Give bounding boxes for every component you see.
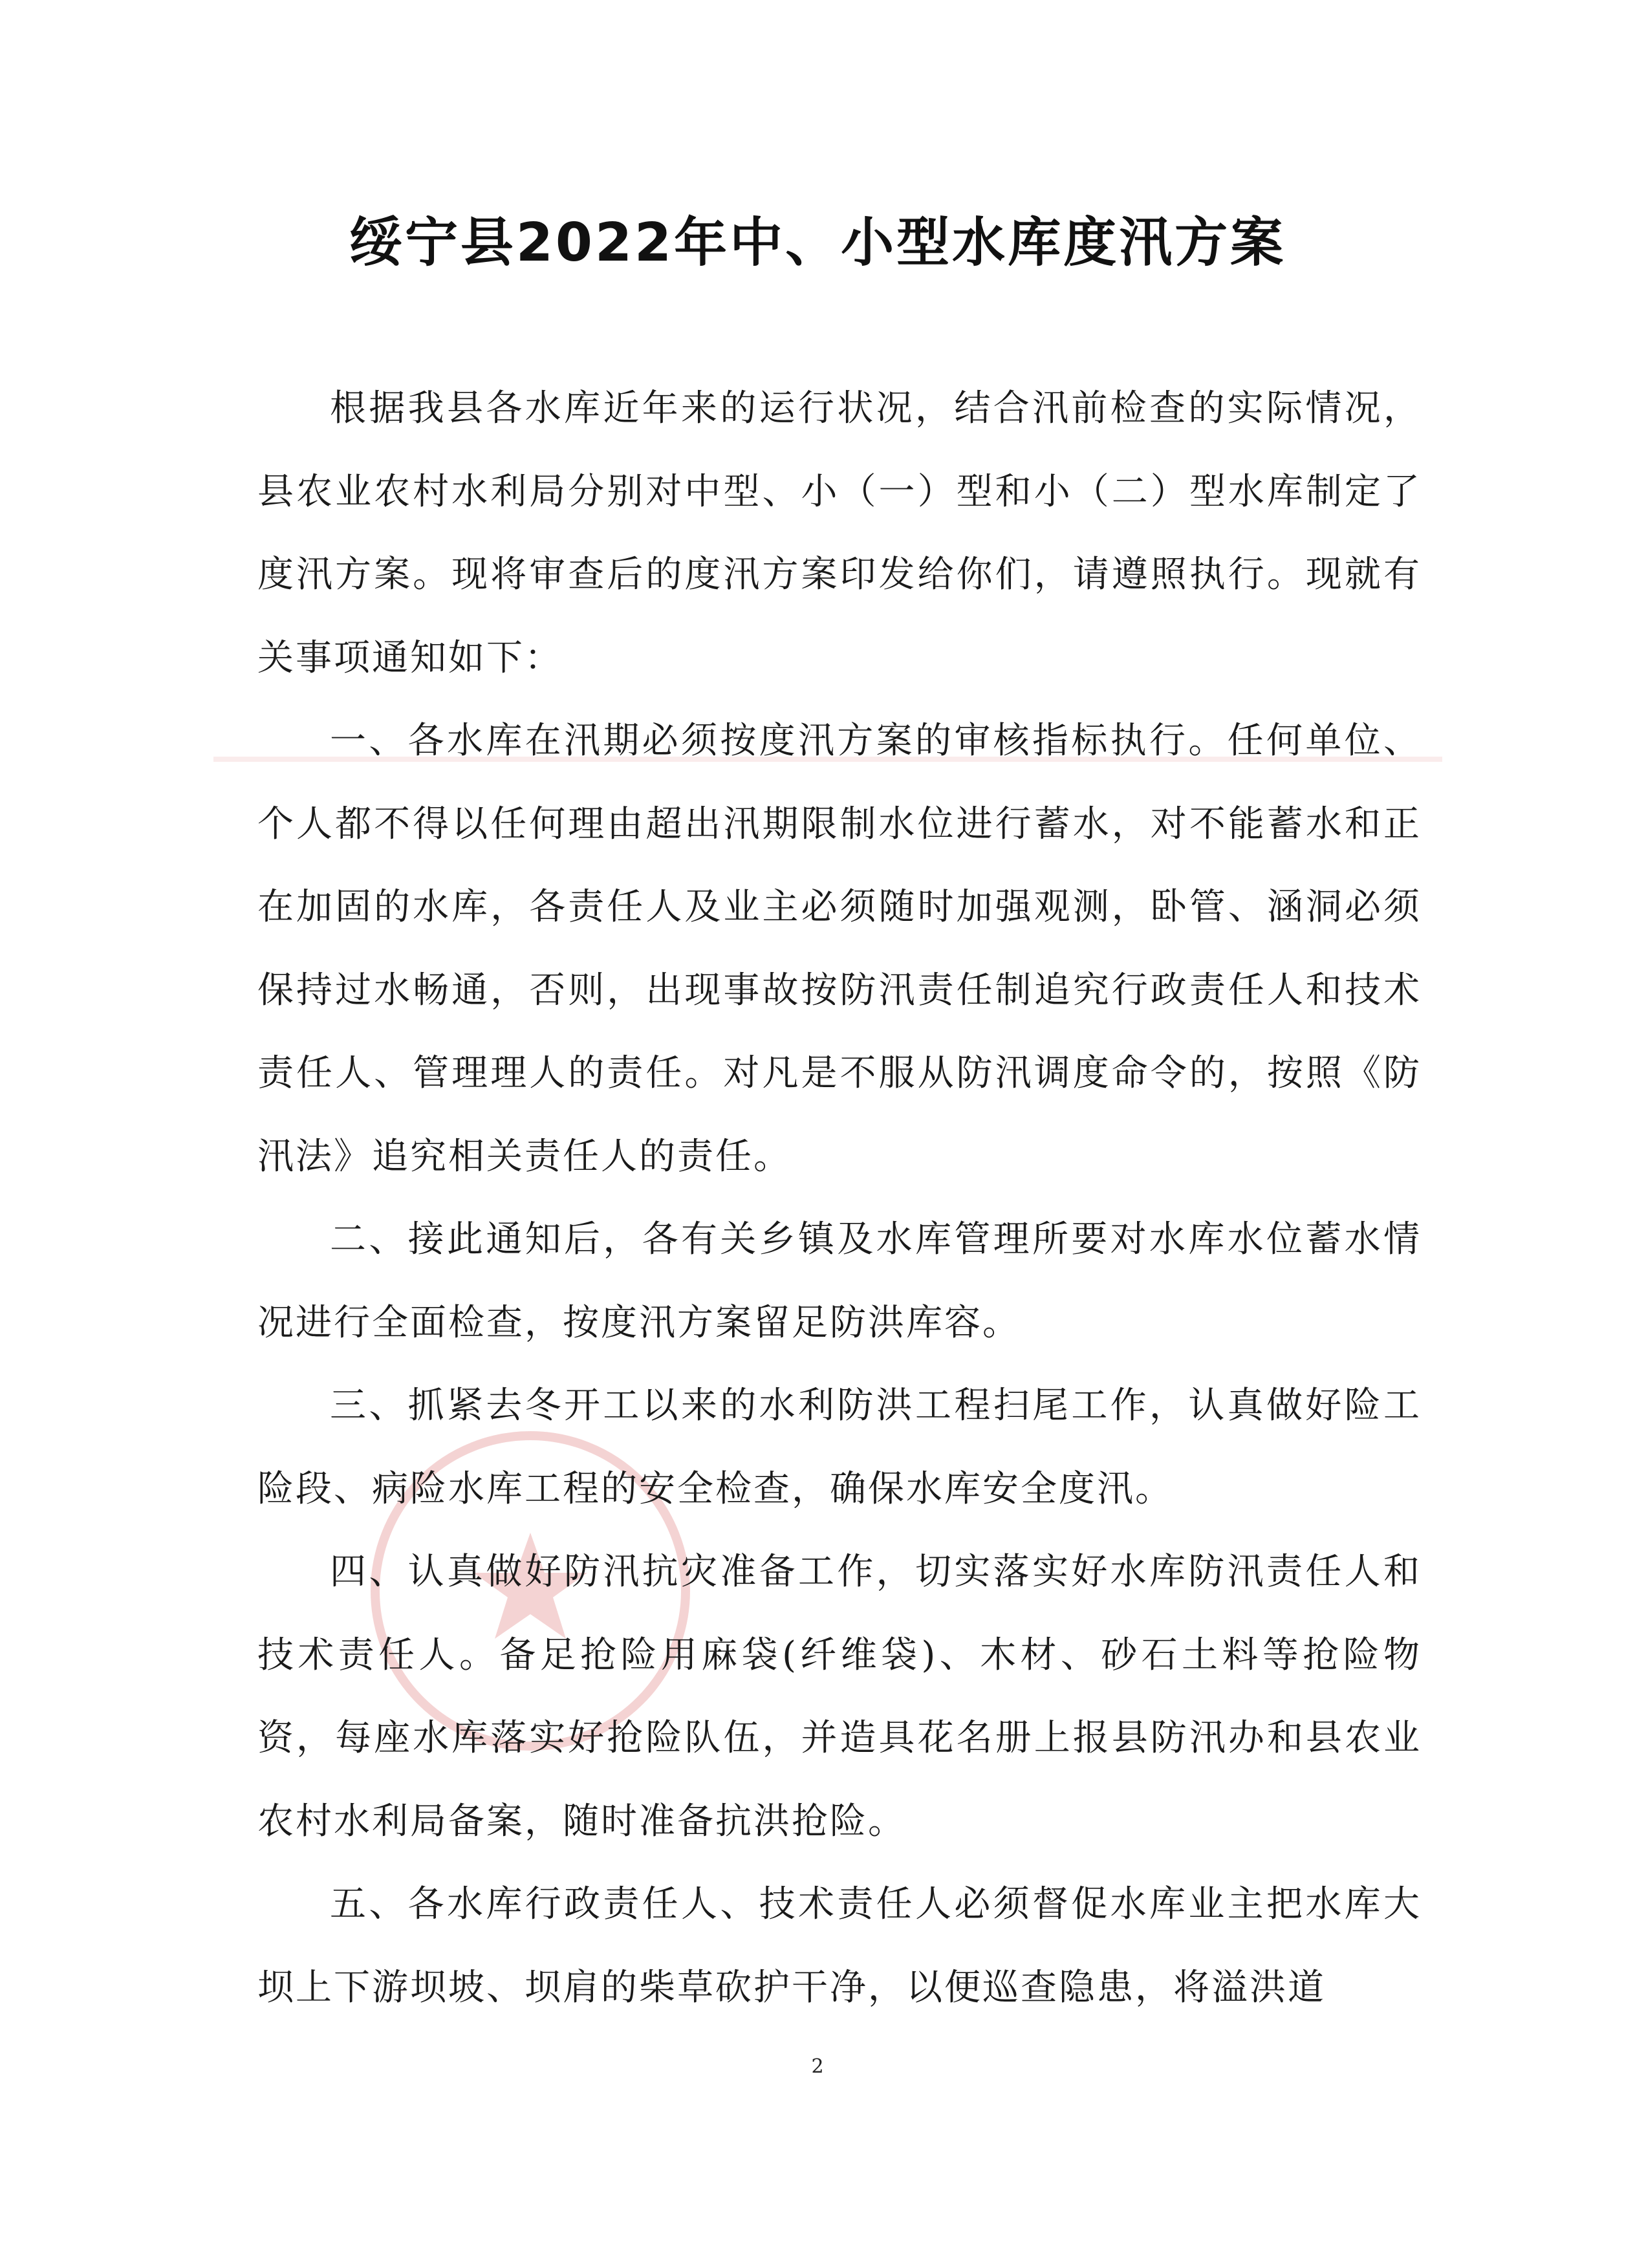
page-number: 2 (811, 2055, 824, 2078)
document-body (257, 367, 1422, 2029)
paragraph-intro: 根据我县各水库近年来的运行状况，结合汛前检查的实际情况，县农业农村水利局分别对中型、小（一）型和小（二）型水库制定了度汛方案。现将审查后的度汛方案印发给你们，请遵照执行。现就有关事项通知如下： (257, 387, 1422, 679)
document-title: 绥宁县2022年中、小型水库度汛方案 (349, 212, 1286, 274)
paragraph-item-2: 二、接此通知后，各有关乡镇及水库管理所要对水库水位蓄水情况进行全面检查，按度汛方案留足防洪库容。 (257, 1218, 1422, 1344)
paragraph-item-1: 一、各水库在汛期必须按度汛方案的审核指标执行。任何单位、个人都不得以任何理由超出汛期限制水位进行蓄水，对不能蓄水和正在加固的水库，各责任人及业主必须随时加强观测，卧管、涵洞必须保持过水畅通，否则，出现事故按防汛责任制追究行政责任人和技术责任人、管理理人的责任。对凡是不服从防汛调度命令的，按照《防汛法》追究相关责任人的责任。 (257, 720, 1422, 1178)
paragraph-item-4: 四、认真做好防汛抗灾准备工作，切实落实好水库防汛责任人和技术责任人。备足抢险用麻袋(纤维袋)、木材、砂石土料等抢险物资，每座水库落实好抢险队伍，并造具花名册上报县防汛办和县农业农村水利局备案，随时准备抗洪抢险。 (257, 1551, 1422, 1842)
paragraph-item-5: 五、各水库行政责任人、技术责任人必须督促水库业主把水库大坝上下游坝坡、坝肩的柴草砍护干净，以便巡查隐患，将溢洪道 (257, 1883, 1422, 2009)
paragraph-item-3: 三、抓紧去冬开工以来的水利防洪工程扫尾工作，认真做好险工险段、病险水库工程的安全检查，确保水库安全度汛。 (257, 1385, 1422, 1510)
